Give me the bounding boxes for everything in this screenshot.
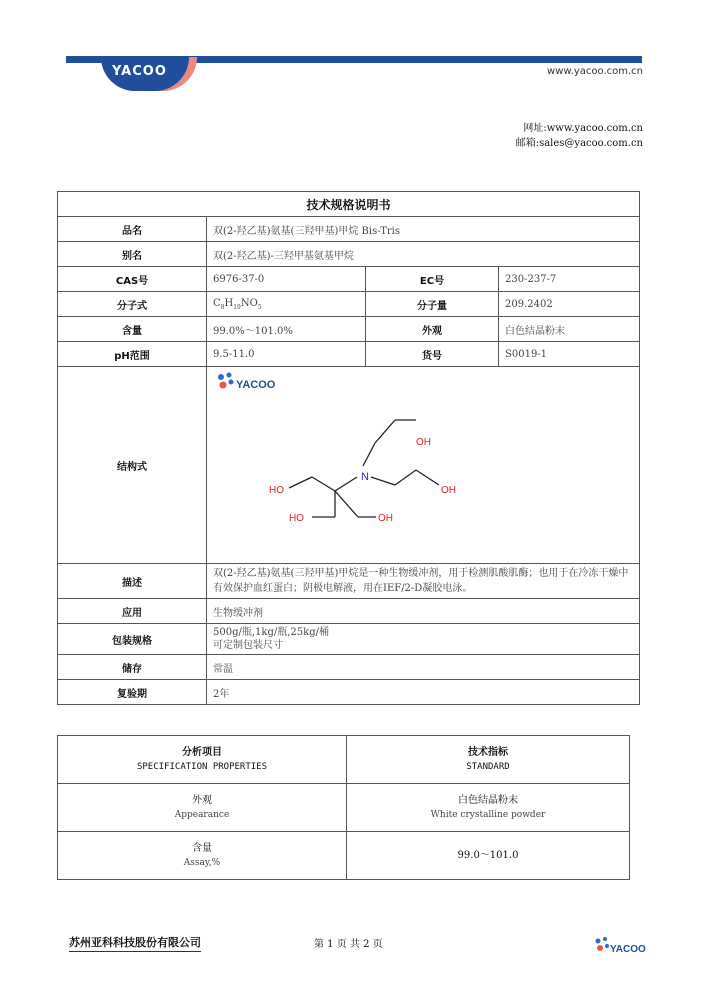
formula-c-count: 8 [220,303,225,311]
atom-ho-bottom: HO [289,513,304,524]
footer-logo-text: YACOO [610,944,646,955]
structure-diagram [207,367,639,563]
item-no-value: S0019-1 [499,342,640,367]
mw-label: 分子量 [366,292,499,317]
use-value: 生物缓冲剂 [207,599,640,624]
spec-table [57,191,640,705]
analysis-header-standard [347,736,630,784]
analysis-item [58,784,347,832]
analysis-table [57,735,630,880]
contact-block [516,121,643,151]
cas-label: CAS号 [58,267,207,292]
structure-bonds [289,420,439,517]
alias-label: 别名 [58,242,207,267]
analysis-standard-en: White crystalline powder [430,809,546,820]
pack-label: 包装规格 [58,624,207,655]
footer-page-number: 第 1 页 共 2 页 [314,939,383,950]
desc-label: 描述 [58,564,207,599]
structure-logo-text: YACOO [236,379,276,391]
ph-value: 9.5-11.0 [207,342,366,367]
analysis-item [58,832,347,880]
formula-no: NO [240,297,258,309]
name-value: 双(2-羟乙基)氨基(三羟甲基)甲烷 Bis-Tris [207,217,640,242]
pack-value [207,624,640,655]
analysis-item-en: Assay,% [183,857,221,868]
pack-line-2: 可定制包装尺寸 [213,640,283,651]
footer-logo-icon [594,935,646,955]
appearance-value: 白色结晶粉末 [499,317,640,342]
formula-c: C [213,297,221,309]
atom-oh-top: OH [416,437,431,448]
appearance-label: 外观 [366,317,499,342]
formula-h-count: 19 [233,303,241,311]
atom-oh-right: OH [441,485,456,496]
spec-title: 技术规格说明书 [58,192,640,217]
ec-value: 230-237-7 [499,267,640,292]
formula-label: 分子式 [58,292,207,317]
footer-logo [594,935,646,959]
analysis-standard: 99.0～101.0 [347,832,630,880]
retest-value: 2年 [207,680,640,705]
atom-oh-bottom: OH [378,513,393,524]
email-line[interactable]: 邮箱:sales@yacoo.com.cn [515,138,643,149]
header-logo-text: YACOO [112,64,167,79]
ph-label: pH范围 [58,342,207,367]
footer-company: 苏州亚科科技股份有限公司 [69,934,201,952]
structure-logo [218,373,276,392]
assay-label: 含量 [58,317,207,342]
analysis-item-en: Appearance [174,809,230,820]
storage-label: 储存 [58,655,207,680]
storage-value: 常温 [207,655,640,680]
cas-value: 6976-37-0 [207,267,366,292]
pack-line-1: 500g/瓶,1kg/瓶,25kg/桶 [213,627,329,638]
analysis-standard [347,784,630,832]
ec-label: EC号 [366,267,499,292]
analysis-item-cn: 外观 [192,794,212,806]
atom-ho-left: HO [269,485,284,496]
assay-value: 99.0%～101.0% [207,317,366,342]
header-site-url[interactable]: www.yacoo.com.cn [547,66,643,77]
mw-value: 209.2402 [499,292,640,317]
analysis-row [58,784,630,832]
analysis-header-item [58,736,347,784]
formula-value [207,292,366,317]
analysis-standard-cn: 白色结晶粉末 [458,794,518,806]
retest-label: 复验期 [58,680,207,705]
analysis-header-standard-cn: 技术指标 [468,746,508,758]
website-line[interactable]: 网址:www.yacoo.com.cn [523,123,643,134]
item-no-label: 货号 [366,342,499,367]
analysis-header-item-cn: 分析项目 [182,746,222,758]
structure-cell [207,367,640,564]
atom-n: N [361,471,369,483]
formula-o-count: 5 [257,303,262,311]
name-label: 品名 [58,217,207,242]
analysis-item-cn: 含量 [192,842,212,854]
analysis-header-standard-en: STANDARD [466,761,510,772]
structure-label: 结构式 [58,367,207,564]
use-label: 应用 [58,599,207,624]
analysis-header-item-en: SPECIFICATION PROPERTIES [136,761,268,772]
alias-value: 双(2-羟乙基)-三羟甲基氨基甲烷 [207,242,640,267]
formula-h: H [224,297,234,309]
desc-value: 双(2-羟乙基)氨基(三羟甲基)甲烷是一种生物缓冲剂，用于检测肌酸肌酶；也用于在冷冻干燥中有效保护血红蛋白；阴极电解液，用在IEF/2-D凝胶电泳。 [207,564,640,599]
analysis-row [58,832,630,880]
